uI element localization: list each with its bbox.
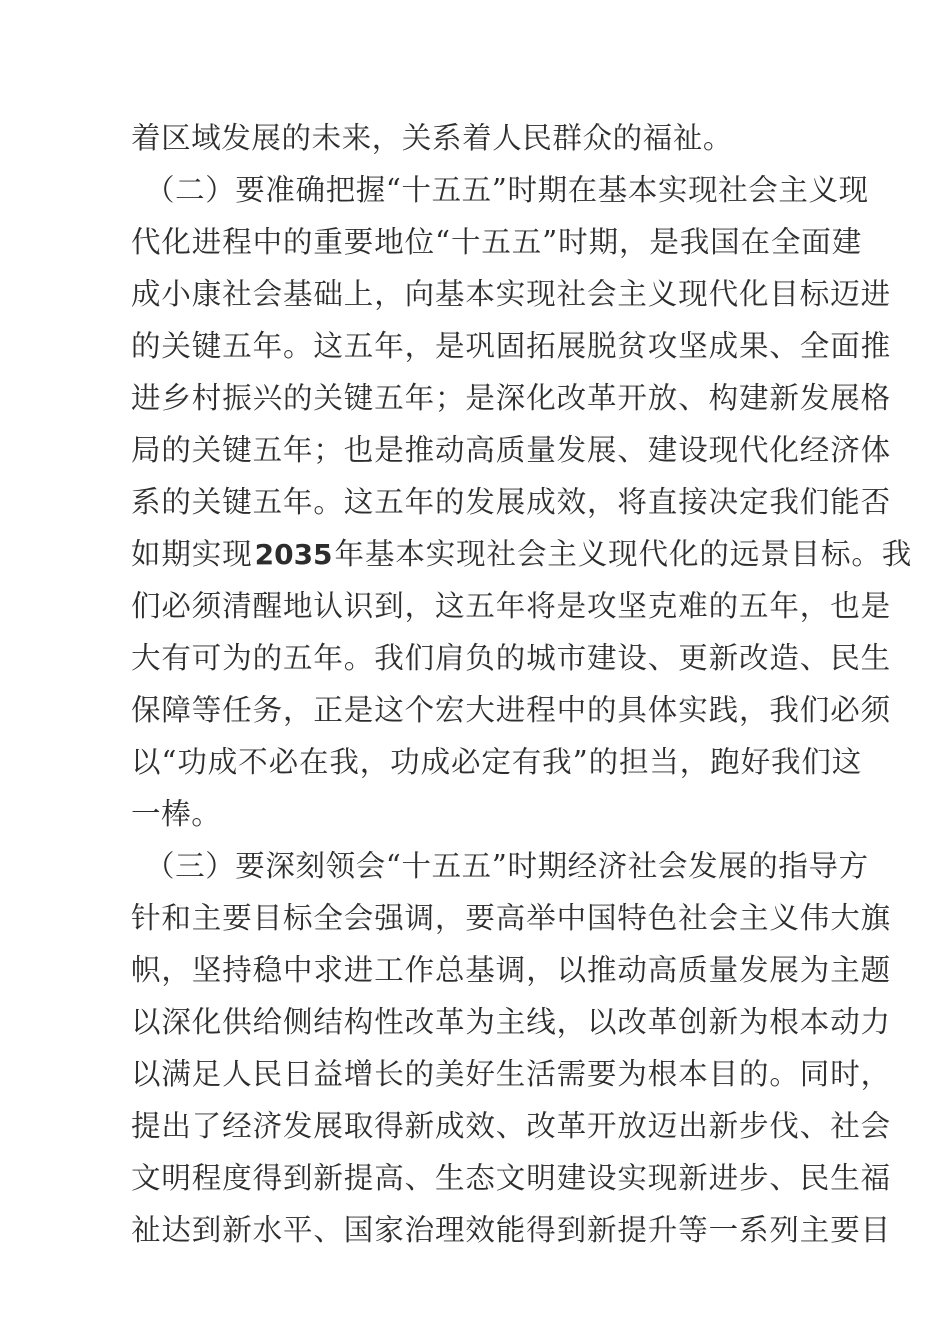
document-line: 一棒。: [131, 797, 222, 831]
document-line: 以满足人民日益增长的美好生活需要为根本目的。同时，: [131, 1057, 892, 1091]
document-line: （二）要准确把握“十五五”时期在基本实现社会主义现: [145, 173, 869, 207]
inline-year-number: 2035: [254, 538, 333, 571]
document-line: 针和主要目标全会强调，要高举中国特色社会主义伟大旗: [131, 901, 892, 935]
document-line: 局的关键五年；也是推动高质量发展、建设现代化经济体: [131, 433, 892, 467]
document-text-body: [131, 112, 913, 1256]
document-line: 帜，坚持稳中求进工作总基调，以推动高质量发展为主题: [131, 953, 892, 987]
document-line: 进乡村振兴的关键五年；是深化改革开放、构建新发展格: [131, 381, 892, 415]
document-line: 的关键五年。这五年，是巩固拓展脱贫攻坚成果、全面推: [131, 329, 892, 363]
document-line: 提出了经济发展取得新成效、改革开放迈出新步伐、社会: [131, 1109, 892, 1143]
document-line: 大有可为的五年。我们肩负的城市建设、更新改造、民生: [131, 641, 892, 675]
document-line: 成小康社会基础上，向基本实现社会主义现代化目标迈进: [131, 277, 892, 311]
document-line: 保障等任务，正是这个宏大进程中的具体实践，我们必须: [131, 693, 892, 727]
document-line: 如期实现2035年基本实现社会主义现代化的远景目标。我: [131, 537, 913, 571]
document-line: （三）要深刻领会“十五五”时期经济社会发展的指导方: [145, 849, 869, 883]
document-line: 祉达到新水平、国家治理效能得到新提升等一系列主要目: [131, 1213, 892, 1247]
document-line: 们必须清醒地认识到，这五年将是攻坚克难的五年，也是: [131, 589, 892, 623]
document-line: 以深化供给侧结构性改革为主线，以改革创新为根本动力: [131, 1005, 892, 1039]
document-line: 以“功成不必在我，功成必定有我”的担当，跑好我们这: [131, 745, 863, 779]
document-line: 代化进程中的重要地位“十五五”时期，是我国在全面建: [131, 225, 863, 259]
document-line: 系的关键五年。这五年的发展成效，将直接决定我们能否: [131, 485, 892, 519]
document-line: 文明程度得到新提高、生态文明建设实现新进步、民生福: [131, 1161, 892, 1195]
document-line: 着区域发展的未来，关系着人民群众的福祉。: [131, 121, 734, 155]
